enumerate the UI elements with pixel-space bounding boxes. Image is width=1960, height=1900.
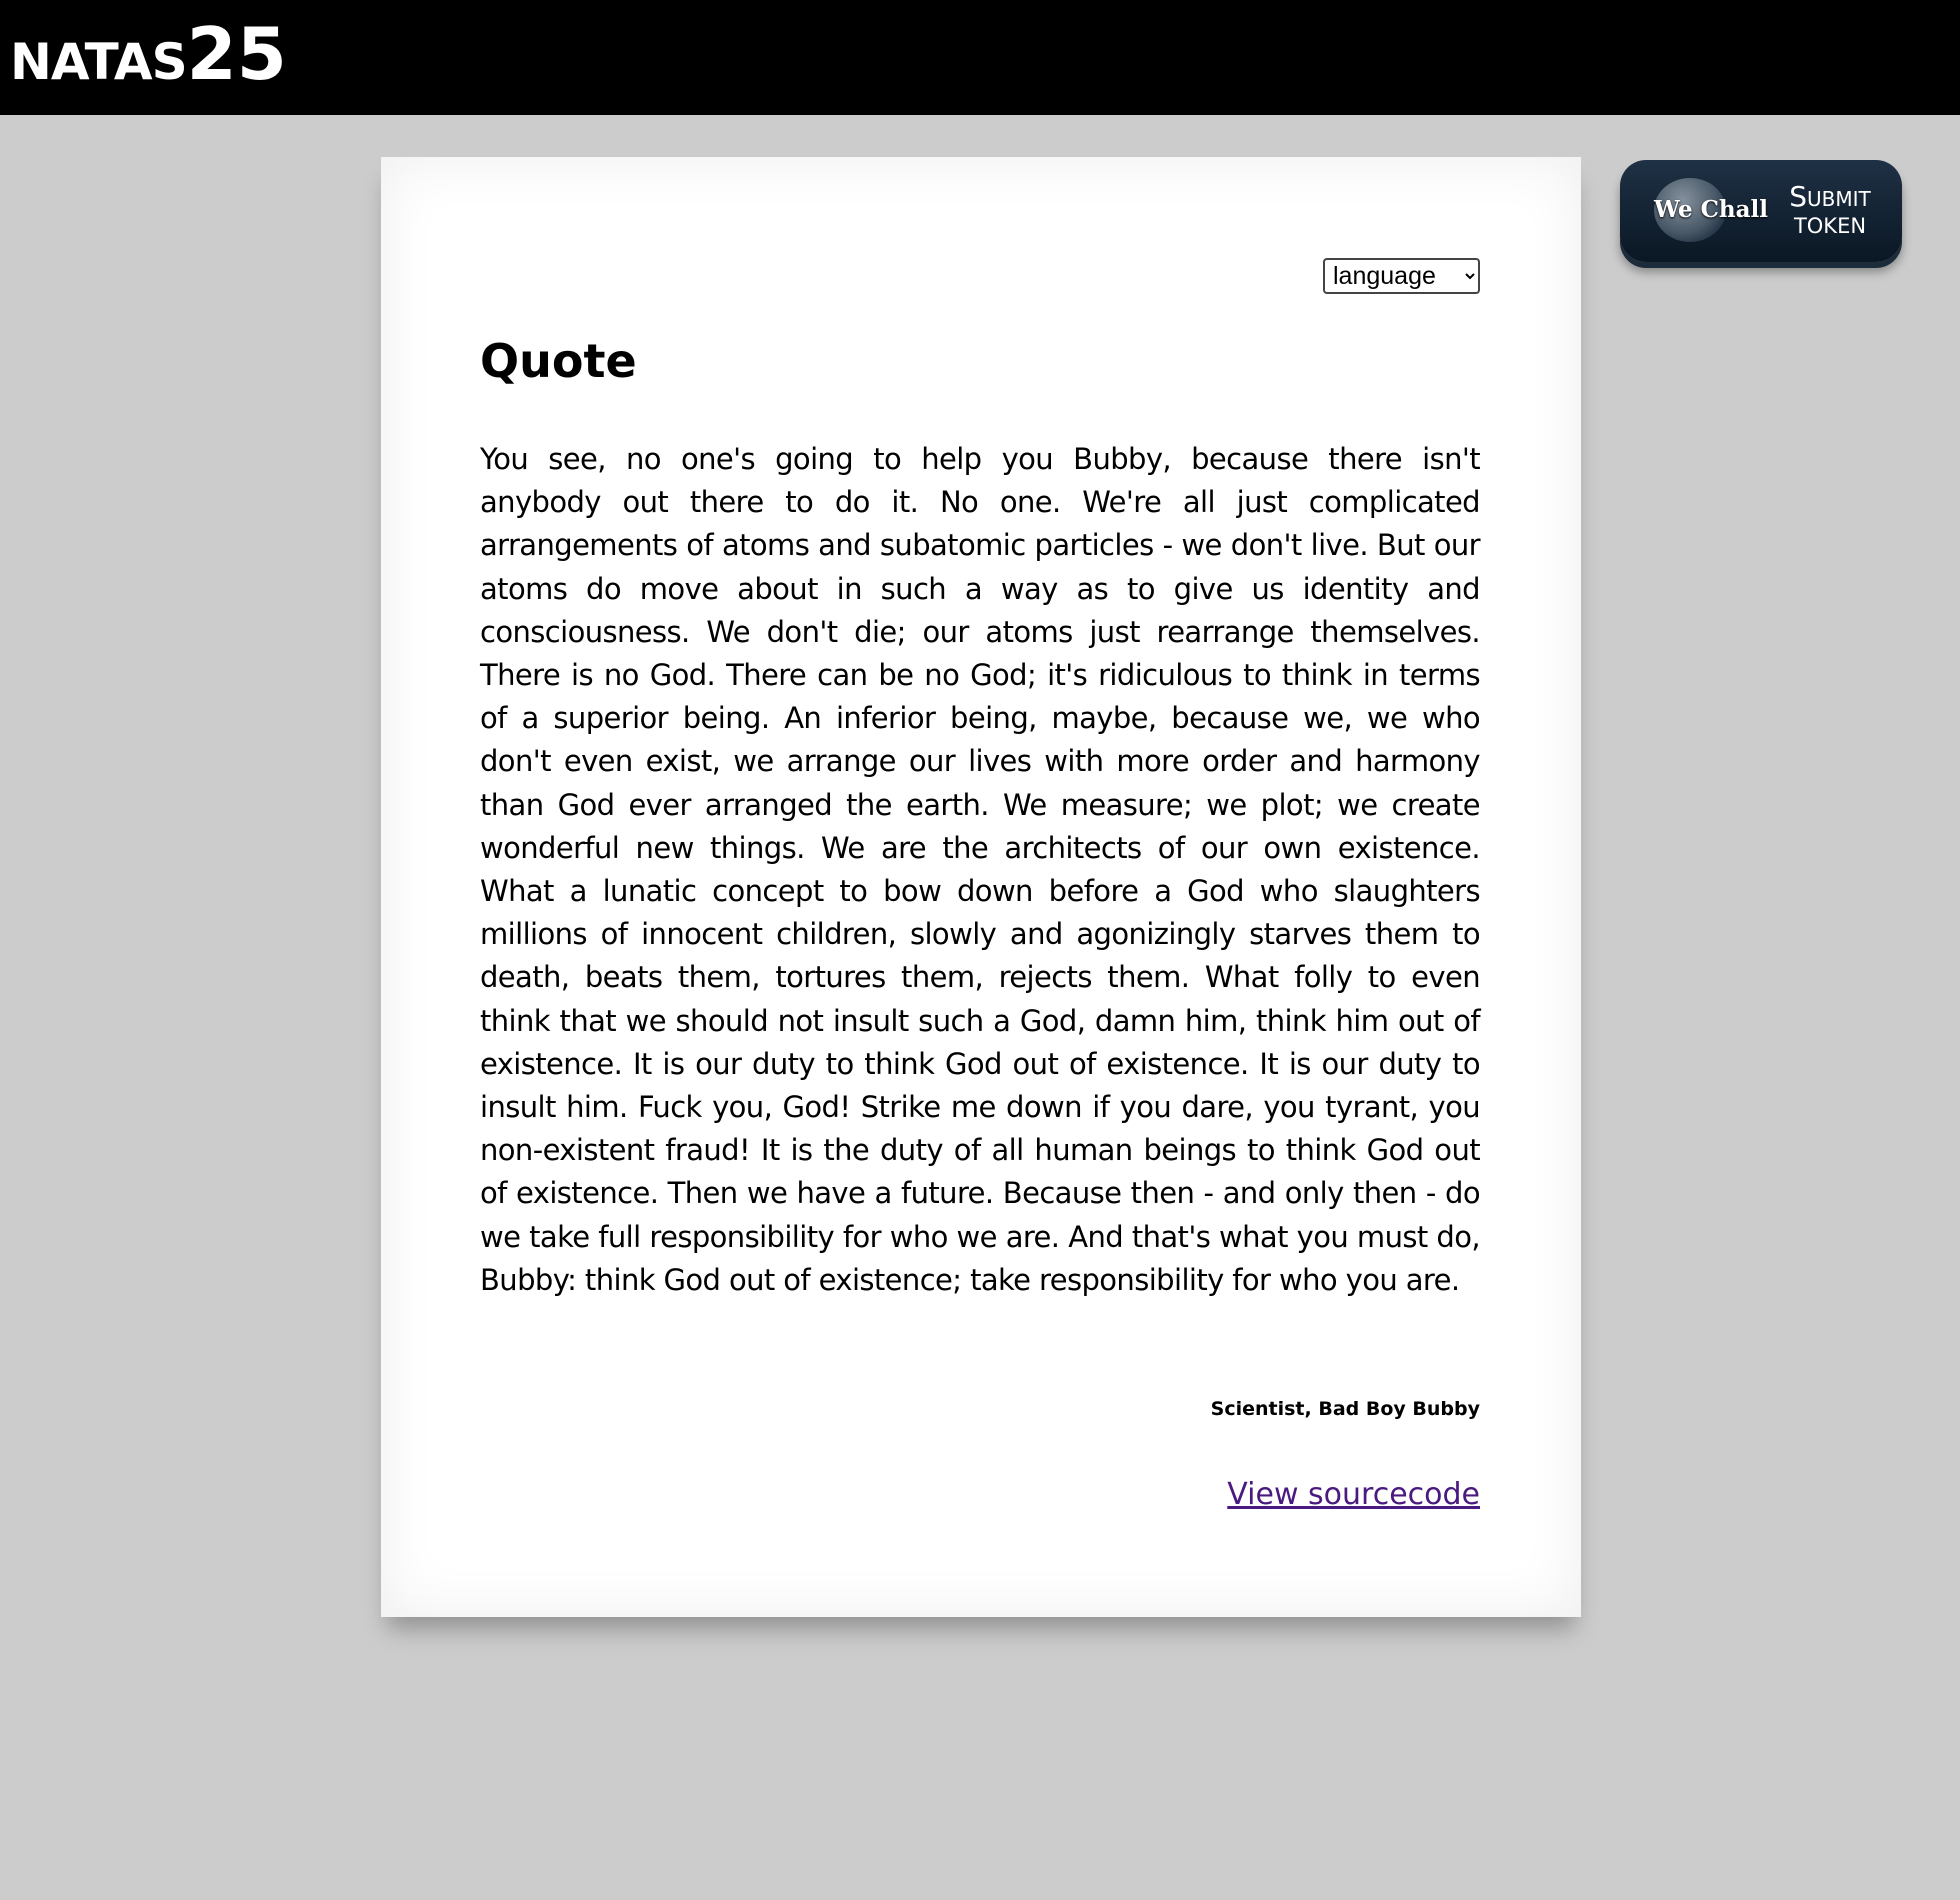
token-label: TOKEN [1793, 213, 1867, 238]
submit-label: Submit [1789, 180, 1871, 213]
site-title-number: 25 [186, 12, 287, 96]
site-title-name: NATAS [10, 33, 187, 91]
view-sourcecode-link[interactable]: View sourcecode [1227, 1477, 1480, 1512]
wechall-logo-text: We Chall [1654, 196, 1769, 223]
page-title: Quote [480, 334, 637, 388]
site-title [10, 12, 287, 96]
quote-text: You see, no one's going to help you Bubby, because there isn't anybody out there to do it. No one. We're all just complicated arrangements of atoms and subatomic particles - we don't live. But our atoms do move about in such a way as to give us identity and consciousness. We don't die; our atoms just rearrange themselves. There is no God. There can be no God; it's ridiculous to think in terms of a superior being. An inferior being, maybe, because we, we who don't even exist, we arrange our lives with more order and harmony than God ever arranged the earth. We measure; we plot; we create wonderful new things. We are the architects of our own existence. What a lunatic concept to bow down before a God who slaughters millions of innocent children, slowly and agonizingly starves them to death, beats them, tortures them, rejects them. What folly to even think that we should not insult such a God, damn him, think him out of existence. It is our duty to think God out of existence. It is our duty to insult him. Fuck you, God! Strike me down if you dare, you tyrant, you non-existent fraud! It is the duty of all human beings to think God out of existence. Then we have a future. Because then - and only then - do we take full responsibility for who we are. And that's what you must do, Bubby: think God out of existence; take responsibility for who you are. [480, 442, 1480, 1297]
wechall-submit-token-button[interactable] [1620, 160, 1902, 262]
language-select[interactable] [1323, 258, 1480, 294]
top-bar [0, 0, 1960, 115]
quote-author: Scientist, Bad Boy Bubby [1210, 1398, 1480, 1420]
submit-token-label [1770, 180, 1890, 239]
